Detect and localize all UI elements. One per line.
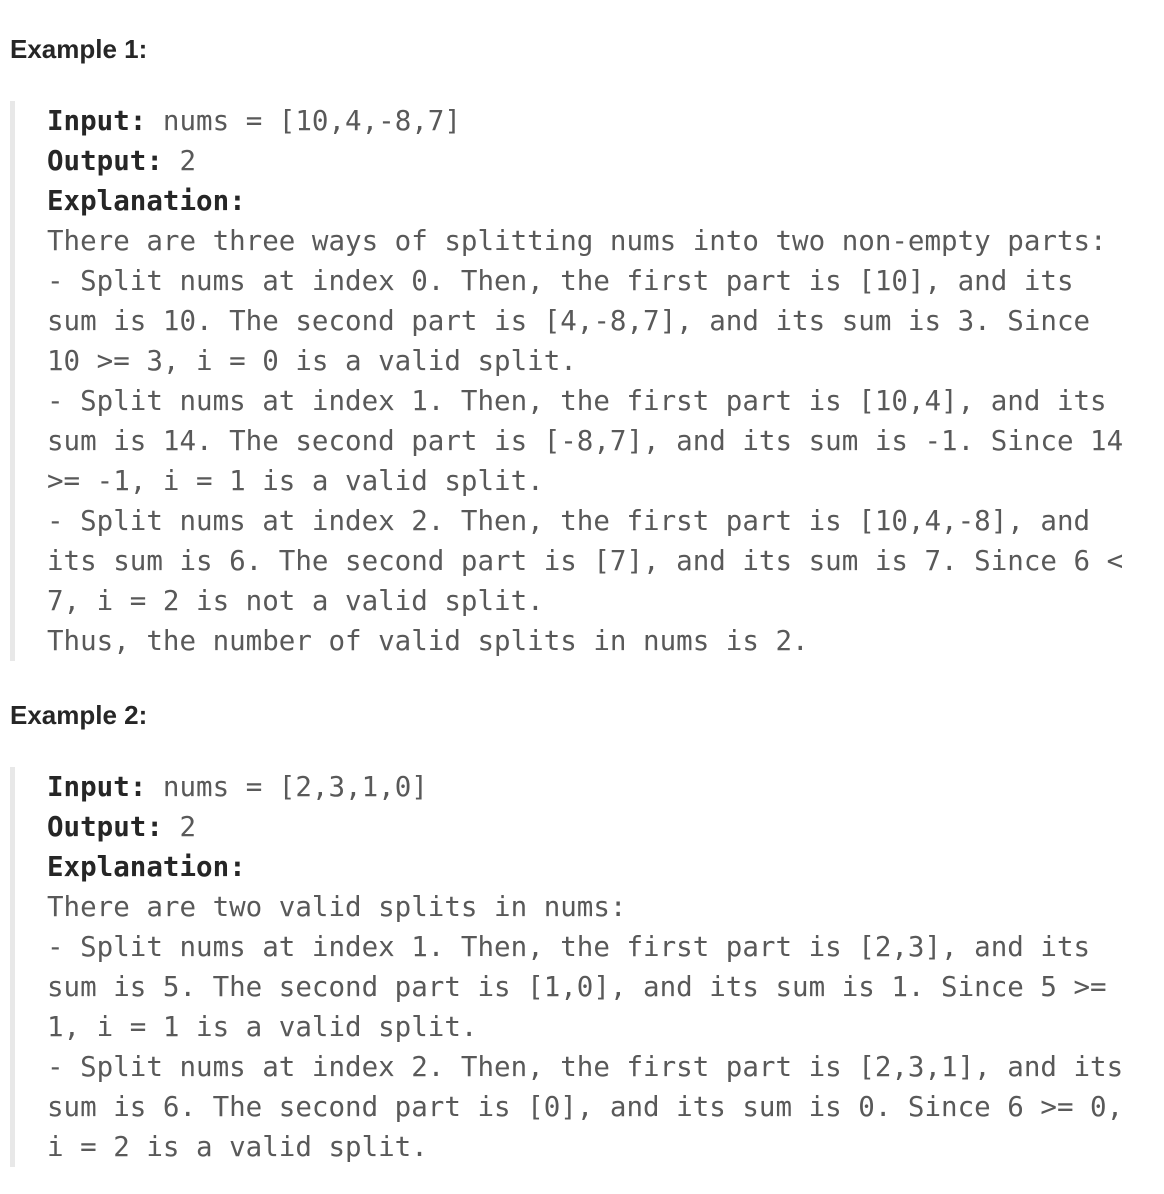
example-2-block — [10, 767, 1160, 1167]
output-line — [47, 141, 1160, 181]
explanation-line: 10 >= 3, i = 0 is a valid split. — [47, 345, 577, 377]
output-value: 2 — [179, 145, 197, 177]
explanation-line: sum is 14. The second part is [-8,7], and its sum is -1. Since 14 — [47, 425, 1124, 457]
explanation-line: 7, i = 2 is not a valid split. — [47, 585, 544, 617]
input-label: Input: — [47, 105, 147, 137]
explanation-line: - Split nums at index 2. Then, the first part is [2,3,1], and its — [47, 1051, 1124, 1083]
explanation-line: sum is 10. The second part is [4,-8,7], and its sum is 3. Since — [47, 305, 1091, 337]
explanation-line: - Split nums at index 2. Then, the first part is [10,4,-8], and — [47, 505, 1091, 537]
input-label: Input: — [47, 771, 147, 803]
explanation-line: i = 2 is a valid split. — [47, 1131, 428, 1163]
explanation-line: >= -1, i = 1 is a valid split. — [47, 465, 544, 497]
explanation-line: - Split nums at index 1. Then, the first part is [10,4], and its — [47, 385, 1107, 417]
explanation-line: sum is 6. The second part is [0], and its sum is 0. Since 6 >= 0, — [47, 1091, 1124, 1123]
explanation-line: - Split nums at index 0. Then, the first part is [10], and its — [47, 265, 1074, 297]
explanation-label-line — [47, 847, 1160, 887]
explanation-label: Explanation: — [47, 851, 246, 883]
explanation-line: Thus, the number of valid splits in nums is 2. — [47, 625, 809, 657]
output-line — [47, 807, 1160, 847]
example-1-block — [10, 101, 1160, 661]
explanation-line: There are two valid splits in nums: — [47, 891, 627, 923]
example-1-title: Example 1: — [10, 34, 148, 64]
explanation-line: There are three ways of splitting nums into two non-empty parts: — [47, 225, 1107, 257]
input-value: nums = [10,4,-8,7] — [162, 105, 461, 137]
input-line — [47, 767, 1160, 807]
input-value: nums = [2,3,1,0] — [162, 771, 428, 803]
explanation-line: - Split nums at index 1. Then, the first part is [2,3], and its — [47, 931, 1091, 963]
explanation-label-line — [47, 181, 1160, 221]
output-value: 2 — [179, 811, 197, 843]
explanation-line: 1, i = 1 is a valid split. — [47, 1011, 478, 1043]
explanation-line: sum is 5. The second part is [1,0], and its sum is 1. Since 5 >= — [47, 971, 1107, 1003]
input-line — [47, 101, 1160, 141]
explanation-line: its sum is 6. The second part is [7], and its sum is 7. Since 6 < — [47, 545, 1124, 577]
output-label: Output: — [47, 145, 163, 177]
example-2-title: Example 2: — [10, 700, 148, 730]
explanation-label: Explanation: — [47, 185, 246, 217]
output-label: Output: — [47, 811, 163, 843]
